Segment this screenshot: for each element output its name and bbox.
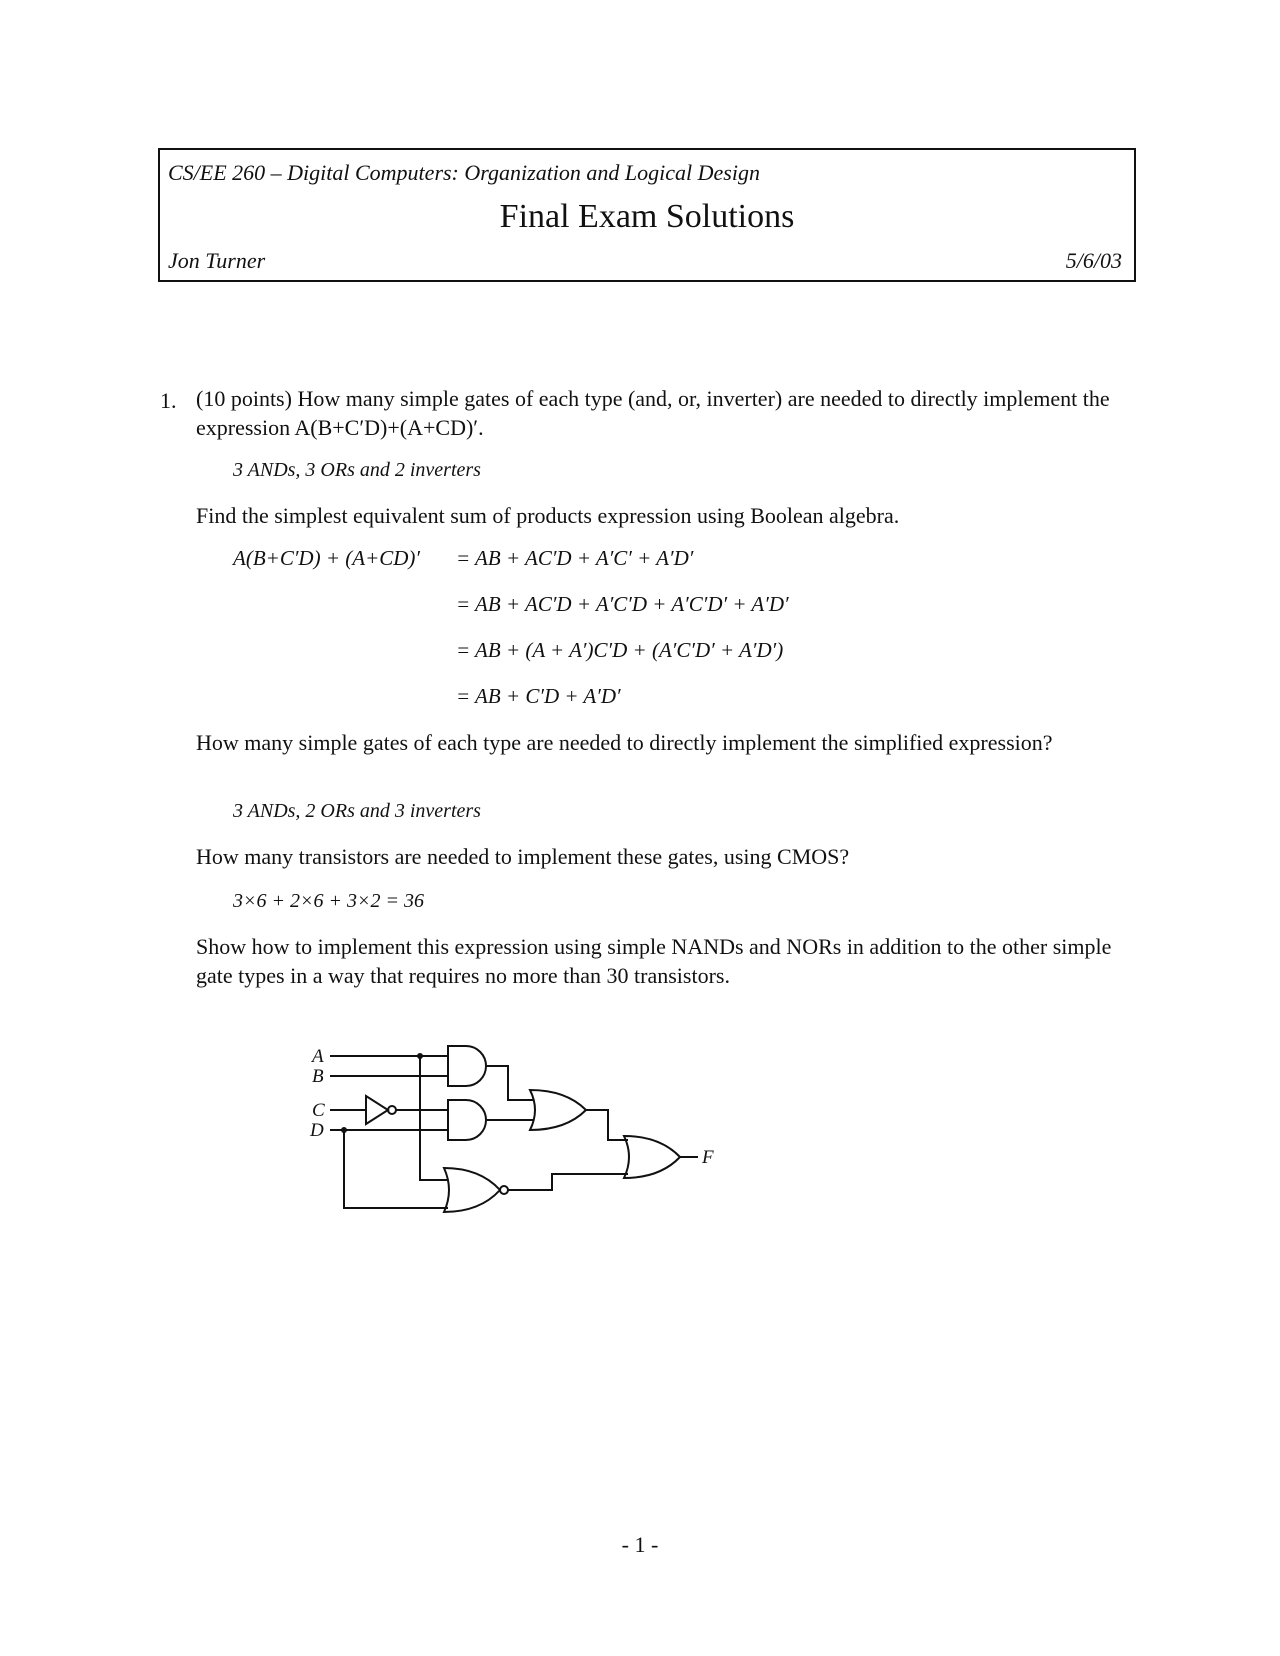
page-number: - 1 - xyxy=(621,1532,659,1557)
question-prompt-a: (10 points) How many simple gates of each type (and, or, inverter) are needed to directly implement the expression A(B+C′D)+(A+CD)′. xyxy=(196,386,1110,440)
input-label-b: B xyxy=(312,1066,324,1087)
derivation-lhs: A(B+C′D) + (A+CD)′ xyxy=(233,546,421,570)
header-box xyxy=(158,148,1136,282)
or-gate-final xyxy=(624,1136,680,1178)
answer-d: 3×6 + 2×6 + 3×2 = 36 xyxy=(233,890,424,912)
answer-a: 3 ANDs, 3 ORs and 2 inverters xyxy=(233,459,481,481)
wire-and1-out xyxy=(486,1066,534,1100)
wire-or1-out xyxy=(586,1110,628,1140)
course-title: CS/EE 260 – Digital Computers: Organization and Logical Design xyxy=(168,160,760,185)
and-gate-2 xyxy=(448,1100,486,1140)
question-prompt-d: How many transistors are needed to implement these gates, using CMOS? xyxy=(196,844,850,869)
wire-d-branch xyxy=(344,1130,448,1208)
wire-a-branch xyxy=(420,1056,448,1180)
derivation-step-4: = AB + C′D + A′D′ xyxy=(456,684,621,708)
junction-d xyxy=(341,1127,347,1133)
derivation-step-2: = AB + AC′D + A′C′D + A′C′D′ + A′D′ xyxy=(456,592,789,616)
input-label-c: C xyxy=(312,1100,325,1121)
question-prompt-c: How many simple gates of each type are needed to directly implement the simplified expression? xyxy=(196,730,1053,755)
question-prompt-e: Show how to implement this expression using simple NANDs and NORs in addition to the other simple gate types in a way that requires no more than 30 transistors. xyxy=(196,934,1112,988)
and-gate-1 xyxy=(448,1046,486,1086)
derivation-step-1: = AB + AC′D + A′C′ + A′D′ xyxy=(456,546,694,570)
input-label-d: D xyxy=(310,1120,324,1141)
output-label-f: F xyxy=(702,1147,714,1168)
or-gate-1 xyxy=(530,1090,586,1130)
wire-nor-out xyxy=(508,1174,628,1190)
exam-date: 5/6/03 xyxy=(1065,248,1122,273)
input-label-a: A xyxy=(312,1046,324,1067)
question-number: 1. xyxy=(160,388,177,413)
logic-circuit-diagram xyxy=(290,1040,770,1240)
author-name: Jon Turner xyxy=(168,248,266,273)
inverter-gate xyxy=(366,1096,388,1124)
junction-a xyxy=(417,1053,423,1059)
question-prompt-b: Find the simplest equivalent sum of products expression using Boolean algebra. xyxy=(196,503,900,528)
answer-c: 3 ANDs, 2 ORs and 3 inverters xyxy=(233,800,481,822)
derivation-step-3: = AB + (A + A′)C′D + (A′C′D′ + A′D′) xyxy=(456,638,784,662)
nor-gate xyxy=(444,1168,500,1212)
page-title: Final Exam Solutions xyxy=(499,198,795,235)
